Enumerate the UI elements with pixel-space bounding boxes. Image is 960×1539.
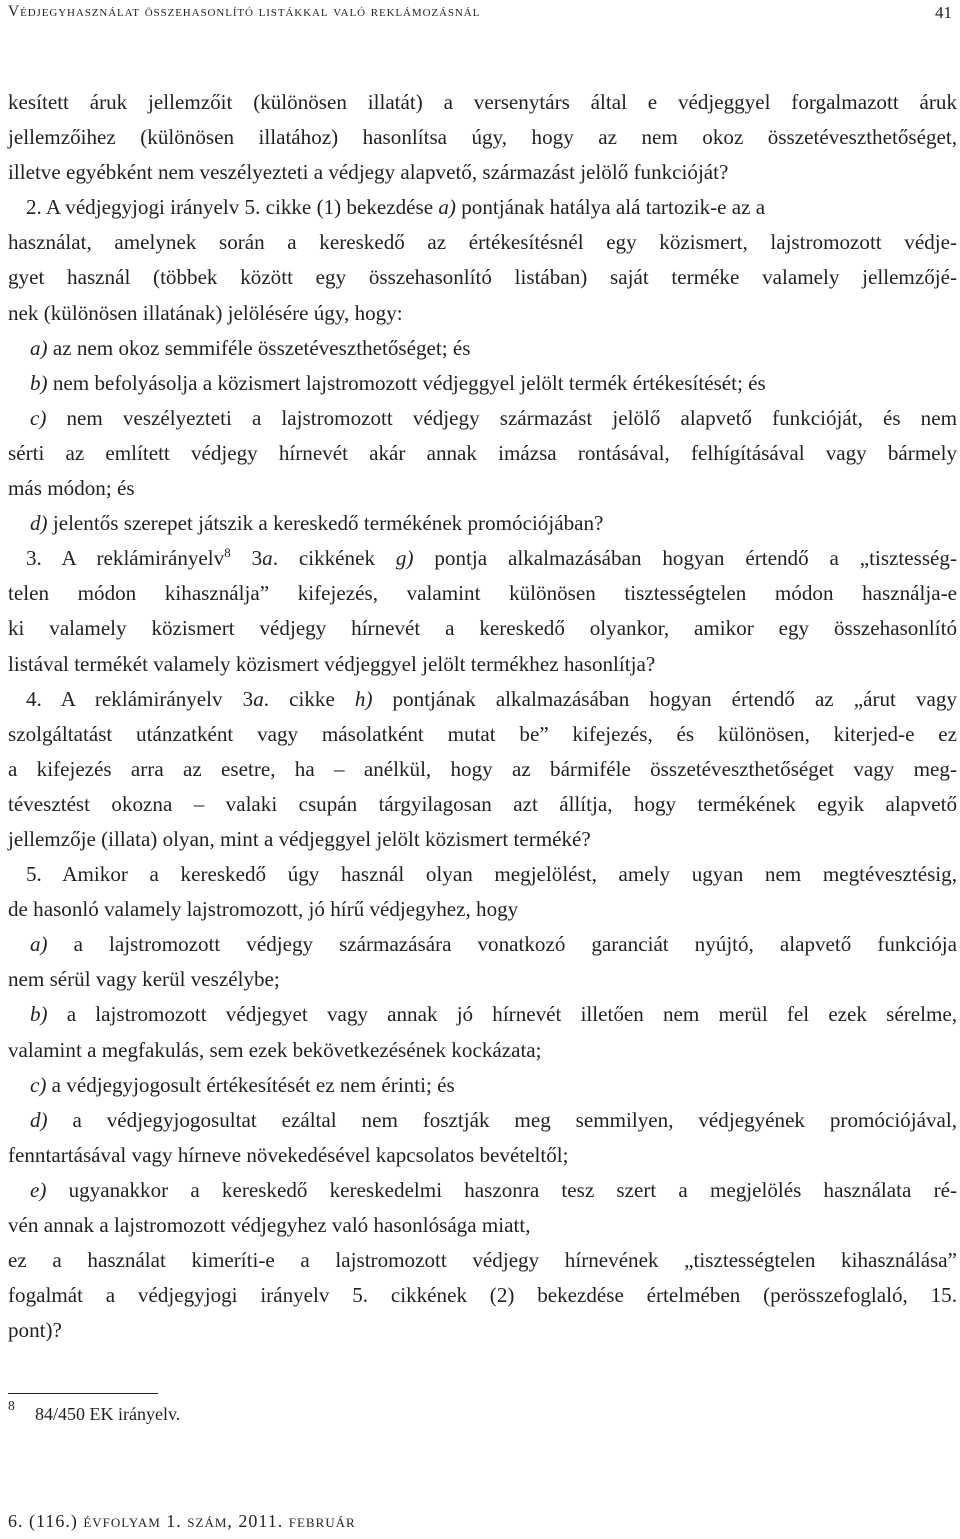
text-line: d) jelentős szerepet játszik a kereskedő termékének promóciójában? (30, 511, 604, 536)
text-line: más módon; és (8, 476, 135, 501)
text-line: valamint a megfakulás, sem ezek bekövetkezésének kockázata; (8, 1037, 542, 1062)
text-line: 2. A védjegyjogi irányelv 5. cikke (1) bekezdése a) pontjának hatálya alá tartozik-e az a (26, 195, 766, 220)
text-line: használat, amelynek során a kereskedő az értékesítésnél egy közismert, lajstromozott védje- (8, 230, 957, 255)
text-line: fogalmát a védjegyjogi irányelv 5. cikkének (2) bekezdése értelmében (perösszefoglaló, 15. (8, 1283, 957, 1308)
text-line: 5. Amikor a kereskedő úgy használ olyan megjelölést, amely ugyan nem megtévesztésig, (26, 862, 957, 887)
body-text (8, 85, 957, 1348)
footnote-text: 84/450 EK irányelv. (35, 1404, 181, 1424)
page-header (8, 0, 952, 26)
text-line: c) nem veszélyezteti a lajstromozott védjegy származást jelölő alapvető funkcióját, és nem (30, 405, 957, 430)
text-line: nem sérül vagy kerül veszélybe; (8, 967, 280, 992)
text-line: ki valamely közismert védjegy hírnevét a kereskedő olyankor, amikor egy összehasonlító (8, 616, 957, 641)
text-line: ez a használat kimeríti-e a lajstromozott védjegy hírnevének „tisztességtelen kihasználása” (8, 1248, 957, 1273)
text-line: sérti az említett védjegy hírnevét akár annak imázsa rontásával, felhígításával vagy bármely (8, 440, 957, 465)
footnote-divider (8, 1393, 158, 1394)
text-line: nek (különösen illatának) jelölésére úgy, hogy: (8, 300, 403, 325)
text-line: gyet használ (többek között egy összehasonlító listában) saját terméke valamely jellemzőjé- (8, 265, 957, 290)
text-line: listával termékét valamely közismert védjeggyel jelölt termékhez hasonlítja? (8, 651, 656, 676)
text-line: d) a védjegyjogosultat ezáltal nem fosztják meg semmilyen, védjegyének promóciójával, (30, 1107, 957, 1132)
footnote-mark: 8 (8, 1398, 15, 1413)
text-line: tévesztést okozna – valaki csupán tárgyilagosan azt állítja, hogy termékének egyik alapvető (8, 791, 957, 816)
page-number: 41 (935, 3, 952, 22)
text-line: kesített áruk jellemzőit (különösen illatát) a versenytárs által e védjeggyel forgalmazott áruk (8, 90, 957, 114)
text-line: telen módon kihasználja” kifejezés, valamint különösen tisztességtelen módon használja-e (8, 581, 957, 606)
text-line: jellemzője (illata) olyan, mint a védjeggyel jelölt közismert terméké? (8, 826, 591, 851)
text-line: jellemzőihez (különösen illatához) hasonlítsa úgy, hogy az nem okoz összetéveszthetőséget, (8, 125, 957, 150)
text-line: pont)? (8, 1318, 62, 1343)
text-line: 4. A reklámirányelv 3a. cikke h) pontjának alkalmazásában hogyan értendő az „árut vagy (26, 686, 957, 711)
text-line: b) nem befolyásolja a közismert lajstromozott védjeggyel jelölt termék értékesítését; és (30, 370, 766, 395)
text-line: de hasonló valamely lajstromozott, jó hírű védjegyhez, hogy (8, 897, 519, 922)
text-line: vén annak a lajstromozott védjegyhez való hasonlósága miatt, (8, 1213, 531, 1237)
text-line: 3. A reklámirányelv$^8$ 3a. cikkének g) pontja alkalmazásában hogyan értendő a „tisztesség- (26, 545, 957, 571)
text-line: szolgáltatást utánzatként vagy másolatként mutat be” kifejezés, és különösen, kiterjed-e ez (8, 721, 957, 746)
running-head: Védjegyhasználat összehasonlító listákkal való reklámozásnál (8, 3, 481, 20)
text-line: a) a lajstromozott védjegy származására vonatkozó garanciát nyújtó, alapvető funkciója (30, 932, 957, 957)
text-line: illetve egyébként nem veszélyezteti a védjegy alapvető, származást jelölő funkcióját? (8, 160, 729, 185)
text-line: fenntartásával vagy hírneve növekedésével kapcsolatos bevételtől; (8, 1142, 569, 1167)
text-line: c) a védjegyjogosult értékesítését ez nem érinti; és (30, 1072, 455, 1097)
page-footer: 6. (116.) évfolyam 1. szám, 2011. február (8, 1511, 356, 1531)
text-line: e) ugyanakkor a kereskedő kereskedelmi haszonra tesz szert a megjelölés használata ré- (30, 1177, 957, 1202)
text-line: b) a lajstromozott védjegyet vagy annak jó hírnevét illetően nem merül fel ezek sérelme, (30, 1002, 957, 1027)
text-line: a kifejezés arra az esetre, ha – anélkül, hogy az bármiféle összetéveszthetőséget vagy meg- (8, 756, 957, 781)
text-line: a) az nem okoz semmiféle összetéveszthetőséget; és (30, 335, 471, 360)
